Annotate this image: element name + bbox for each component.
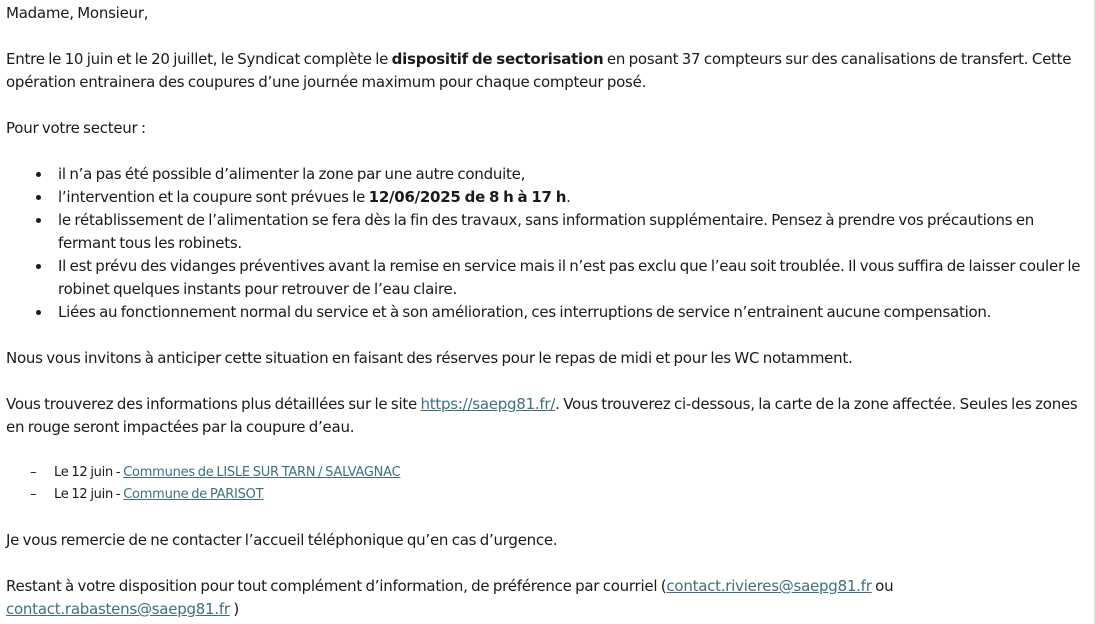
spacer [6,506,1086,529]
website-link[interactable]: https://saepg81.fr/ [420,395,556,413]
intro-text-end: en posant 37 compteurs sur des canalisations de transfert. Cette opération entrainera des coupures d’une journée maximum pour chaque compteur posé. [6,50,1072,91]
dash-marker: – [30,465,37,480]
spacer [6,140,1086,163]
map-list-item [30,484,1086,506]
spacer [6,370,1086,393]
map-link-list [6,462,1086,506]
map-item-prefix: Le 12 juin - [54,487,124,502]
info-paragraph [6,393,1086,439]
closing-text-start: Restant à votre disposition pour tout complément d’information, de préférence par courriel ( [6,577,667,595]
spacer [6,439,1086,462]
map-link-lisle-salvagnac[interactable]: Communes de LISLE SUR TARN / SALVAGNAC [123,465,401,480]
sector-bullet-list [6,163,1086,324]
intro-bold: dispositif de sectorisation [391,50,604,68]
spacer [6,25,1086,48]
urgent-paragraph: Je vous remercie de ne contacter l’accueil téléphonique qu’en cas d’urgence. [6,531,558,549]
closing-text-middle: ou [871,577,894,595]
spacer [6,94,1086,117]
email-link-rivieres[interactable]: contact.rivieres@saepg81.fr [666,577,872,595]
map-list-item [30,462,1086,484]
intro-paragraph [6,48,1086,94]
bullet-text: . [566,188,571,206]
info-text-start: Vous trouverez des informations plus détaillées sur le site [6,395,421,413]
closing-text-end: ) [229,600,239,618]
spacer [6,324,1086,347]
bullet-item: Liées au fonctionnement normal du service et à son amélioration, ces interruptions de service n’entrainent aucune compensation. [58,301,1086,324]
map-link-parisot[interactable]: Commune de PARISOT [123,487,264,502]
bullet-text: l’intervention et la coupure sont prévues le [58,188,369,206]
bullet-item: Il est prévu des vidanges préventives avant la remise en service mais il n’est pas exclu que l’eau soit troublée. Il vous suffira de laisser couler le robinet quelques instants pour retrouver de l’eau claire. [58,255,1086,301]
bullet-item: le rétablissement de l’alimentation se fera dès la fin des travaux, sans information supplémentaire. Pensez à prendre vos précautions en fermant tous les robinets. [58,209,1086,255]
sector-intro: Pour votre secteur : [6,119,146,137]
intro-text-start: Entre le 10 juin et le 20 juillet, le Syndicat complète le [6,50,392,68]
map-item-prefix: Le 12 juin - [54,465,124,480]
dash-marker: – [30,487,37,502]
closing-paragraph [6,575,1086,621]
bullet-item [58,186,1086,209]
email-link-rabastens[interactable]: contact.rabastens@saepg81.fr [6,600,230,618]
anticipate-paragraph: Nous vous invitons à anticiper cette situation en faisant des réserves pour le repas de midi et pour les WC notamment. [6,349,853,367]
spacer [6,552,1086,575]
schedule-bold: 12/06/2025 de 8 h à 17 h [368,188,567,206]
info-text-end: . Vous trouverez ci-dessous, la carte de la zone affectée. Seules les zones en rouge seront impactées par la coupure d’eau. [6,395,1078,436]
bullet-item: il n’a pas été possible d’alimenter la zone par une autre conduite, [58,163,1086,186]
greeting: Madame, Monsieur, [6,4,149,22]
